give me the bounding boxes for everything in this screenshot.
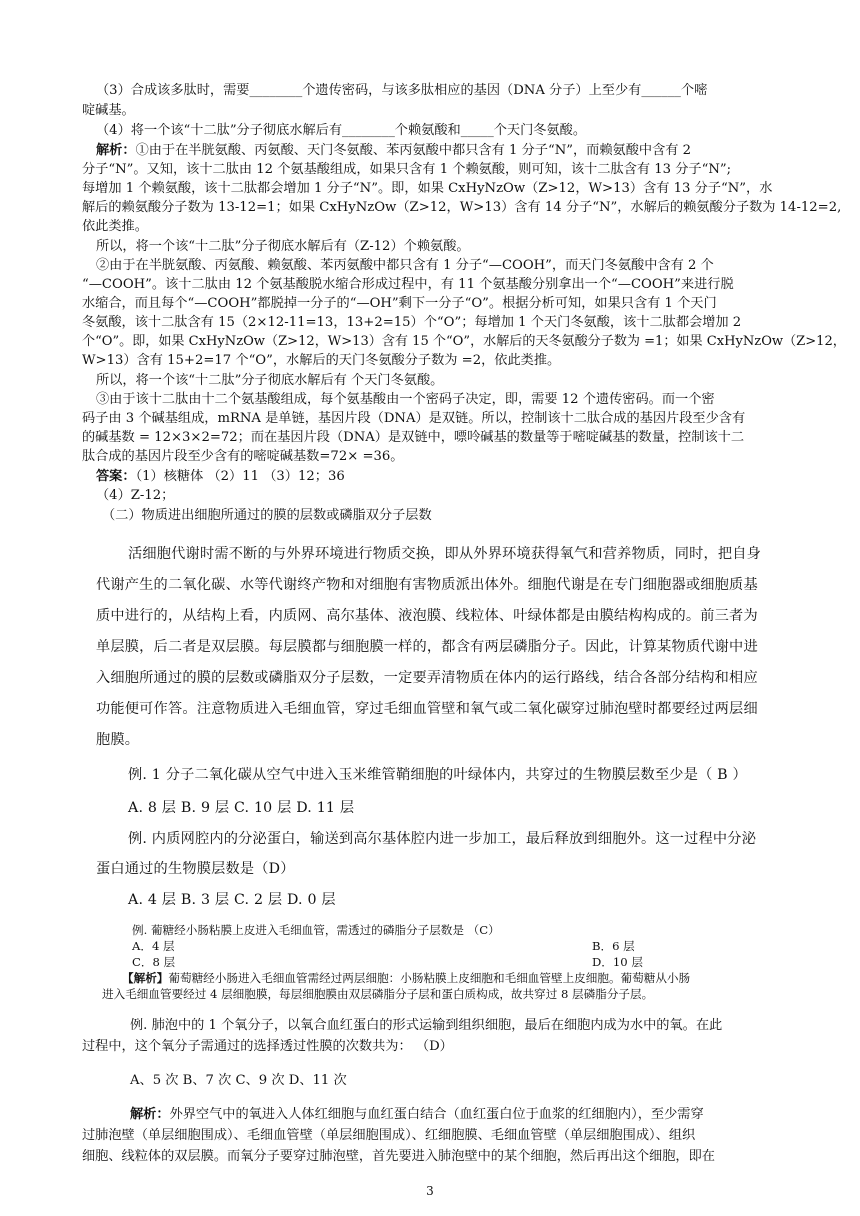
example-3-explanation-2: 进入毛细血管要经过 4 层细胞膜，每层细胞膜由双层磷脂分子层和蛋白质构成，故共穿过 8 层磷脂分子层。 <box>102 987 654 1001</box>
example-3-explanation-1: 【解析】葡萄糖经小肠进入毛细血管需经过两层细胞：小肠粘膜上皮细胞和毛细血管壁上皮细胞。葡萄糖从小肠 <box>122 971 691 985</box>
paragraph-line-1: 活细胞代谢时需不断的与外界环境进行物质交换，即从外界环境获得氧气和营养物质，同时，把自身 <box>128 546 762 562</box>
paragraph-line-6: 功能便可作答。注意物质进入毛细血管，穿过毛细血管壁和氧气或二氧化碳穿过肺泡壁时都要经过两层细 <box>96 701 758 717</box>
paragraph-line-3: 质中进行的，从结构上看，内质网、高尔基体、液泡膜、线粒体、叶绿体都是由膜结构构成的。前三者为 <box>96 608 758 624</box>
analysis-line-11: 个“O”。即，如果 CxHyNzOw（Z>12，W>13）含有 15 个“O”，水解后的天冬氨酸分子数为 =1；如果 CxHyNzOw（Z>12， <box>82 334 846 349</box>
question-4-line: （4）将一个该“十二肽”分子彻底水解后有________个赖氨酸和_____个天门冬氨酸。 <box>96 123 587 138</box>
example-3-option-c: C．8 层 <box>132 955 176 969</box>
example-1-options: A. 8 层 B. 9 层 C. 10 层 D. 11 层 <box>128 800 355 816</box>
example-4-options: A、5 次 B、7 次 C、9 次 D、11 次 <box>130 1073 347 1088</box>
answer-label: 答案： <box>96 469 136 484</box>
analysis-line-8: “—COOH”。该十二肽由 12 个氨基酸脱水缩合形成过程中，有 11 个氨基酸分别拿出一个“—COOH”来进行脱 <box>82 277 734 292</box>
analysis-line-4: 解后的赖氨酸分子数为 13-12=1；如果 CxHyNzOw（Z>12，W>13）含有 14 分子“N”，水解后的赖氨酸分子数为 14-12=2, <box>82 200 842 215</box>
page-number: 3 <box>426 1184 434 1198</box>
analysis-line-15: 码子由 3 个碱基组成，mRNA 是单链，基因片段（DNA）是双链。所以，控制该十二肽合成的基因片段至少含有 <box>82 411 746 426</box>
analysis-line-5: 依此类推。 <box>82 219 148 234</box>
question-3-line2: 啶碱基。 <box>82 103 135 118</box>
example-2-question-1: 例. 内质网腔内的分泌蛋白，输送到高尔基体腔内进一步加工，最后释放到细胞外。这一过程中分泌 <box>128 831 757 847</box>
analysis-line-3: 每增加 1 个赖氨酸，该十二肽都会增加 1 分子“N”。即，如果 CxHyNzOw（Z>12，W>13）含有 13 分子“N”，水 <box>82 181 773 196</box>
example-4-question-2: 过程中，这个氧分子需通过的选择透过性膜的次数共为： （D） <box>82 1039 453 1054</box>
example-4-explanation-2: 过肺泡壁（单层细胞围成）、毛细血管壁（单层细胞围成）、红细胞膜、毛细血管壁（单层细胞围成）、组织 <box>82 1128 696 1143</box>
example-4-explanation-label: 解析： <box>130 1107 170 1122</box>
analysis-line-7: ②由于在半胱氨酸、丙氨酸、赖氨酸、苯丙氨酸中都只含有 1 分子“—COOH”，而天门冬氨酸中含有 2 个 <box>96 258 714 273</box>
analysis-line-12: W>13）含有 15+2=17 个“O”，水解后的天门冬氨酸分子数为 =2，依此类推。 <box>82 353 561 368</box>
example-3-option-b: B．6 层 <box>592 939 635 953</box>
example-1-question: 例. 1 分子二氧化碳从空气中进入玉米维管鞘细胞的叶绿体内，共穿过的生物膜层数至少是（ B ） <box>128 767 747 783</box>
answer-line-1: 答案：（1）核糖体 （2）11 （3）12；36 <box>96 469 345 484</box>
example-4-explanation-3: 细胞、线粒体的双层膜。而氧分子要穿过肺泡壁，首先要进入肺泡壁中的某个细胞，然后再出这个细胞，即在 <box>82 1149 715 1164</box>
analysis-line-10: 冬氨酸，该十二肽含有 15（2×12-11=13，13+2=15）个“O”；每增加 1 个天门冬氨酸，该十二肽都会增加 2 <box>82 315 742 330</box>
answer-line-2: （4）Z-12； <box>96 488 175 503</box>
analysis-line-6: 所以，将一个该“十二肽”分子彻底水解后有（Z-12）个赖氨酸。 <box>96 239 470 254</box>
analysis-line-9: 水缩合，而且每个“—COOH”都脱掉一分子的“—OH”剩下一分子“O”。根据分析可知，如果只含有 1 个天门 <box>82 296 717 311</box>
paragraph-line-4: 单层膜，后二者是双层膜。每层膜都与细胞膜一样的，都含有两层磷脂分子。因此，计算某物质代谢中进 <box>96 639 758 655</box>
question-3-line1: （3）合成该多肽时，需要________个遗传密码，与该多肽相应的基因（DNA 分子）上至少有______个嘧 <box>96 83 708 98</box>
example-4-question-1: 例. 肺泡中的 1 个氧分子，以氧合血红蛋白的形式运输到组织细胞，最后在细胞内成为水中的氧。在此 <box>130 1018 723 1033</box>
example-2-options: A. 4 层 B. 3 层 C. 2 层 D. 0 层 <box>128 892 336 908</box>
example-2-question-2: 蛋白通过的生物膜层数是（D） <box>96 861 295 877</box>
analysis-line-16: 的碱基数 = 12×3×2=72；而在基因片段（DNA）是双链中，嘌呤碱基的数量等于嘧啶碱基的数量，控制该十二 <box>82 430 745 445</box>
analysis-line-13: 所以，将一个该“十二肽”分子彻底水解后有 个天门冬氨酸。 <box>96 373 444 388</box>
example-4-explanation-1: 解析：外界空气中的氧进入人体红细胞与血红蛋白结合（血红蛋白位于血浆的红细胞内），至少需穿 <box>130 1107 704 1122</box>
example-3-explanation-label: 【解析】 <box>122 971 169 985</box>
paragraph-line-5: 入细胞所通过的膜的层数或磷脂双分子层数，一定要弄清物质在体内的运行路线，结合各部分结构和相应 <box>96 670 758 686</box>
analysis-line-17: 肽合成的基因片段至少含有的嘧啶碱基数=72× =36。 <box>82 449 404 464</box>
analysis-line-1: 解析：①由于在半胱氨酸、丙氨酸、天门冬氨酸、苯丙氨酸中都只含有 1 分子“N”，而赖氨酸中含有 2 <box>96 143 692 158</box>
paragraph-line-2: 代谢产生的二氧化碳、水等代谢终产物和对细胞有害物质派出体外。细胞代谢是在专门细胞器或细胞质基 <box>96 577 758 593</box>
example-3-option-a: A．4 层 <box>132 939 175 953</box>
paragraph-line-7: 胞膜。 <box>96 732 140 748</box>
example-3-option-d: D．10 层 <box>592 955 643 969</box>
analysis-label: 解析： <box>96 143 136 158</box>
analysis-line-2: 分子“N”。又知，该十二肽由 12 个氨基酸组成，如果只含有 1 个赖氨酸，则可知，该十二肽含有 13 分子“N”; <box>82 162 732 177</box>
analysis-line-14: ③由于该十二肽由十二个氨基酸组成，每个氨基酸由一个密码子决定，即，需要 12 个遗传密码。而一个密 <box>96 392 715 407</box>
example-3-question: 例. 葡糖经小肠粘膜上皮进入毛细血管，需透过的磷脂分子层数是 （C） <box>132 923 500 937</box>
section-title: （二）物质进出细胞所通过的膜的层数或磷脂双分子层数 <box>102 508 432 523</box>
